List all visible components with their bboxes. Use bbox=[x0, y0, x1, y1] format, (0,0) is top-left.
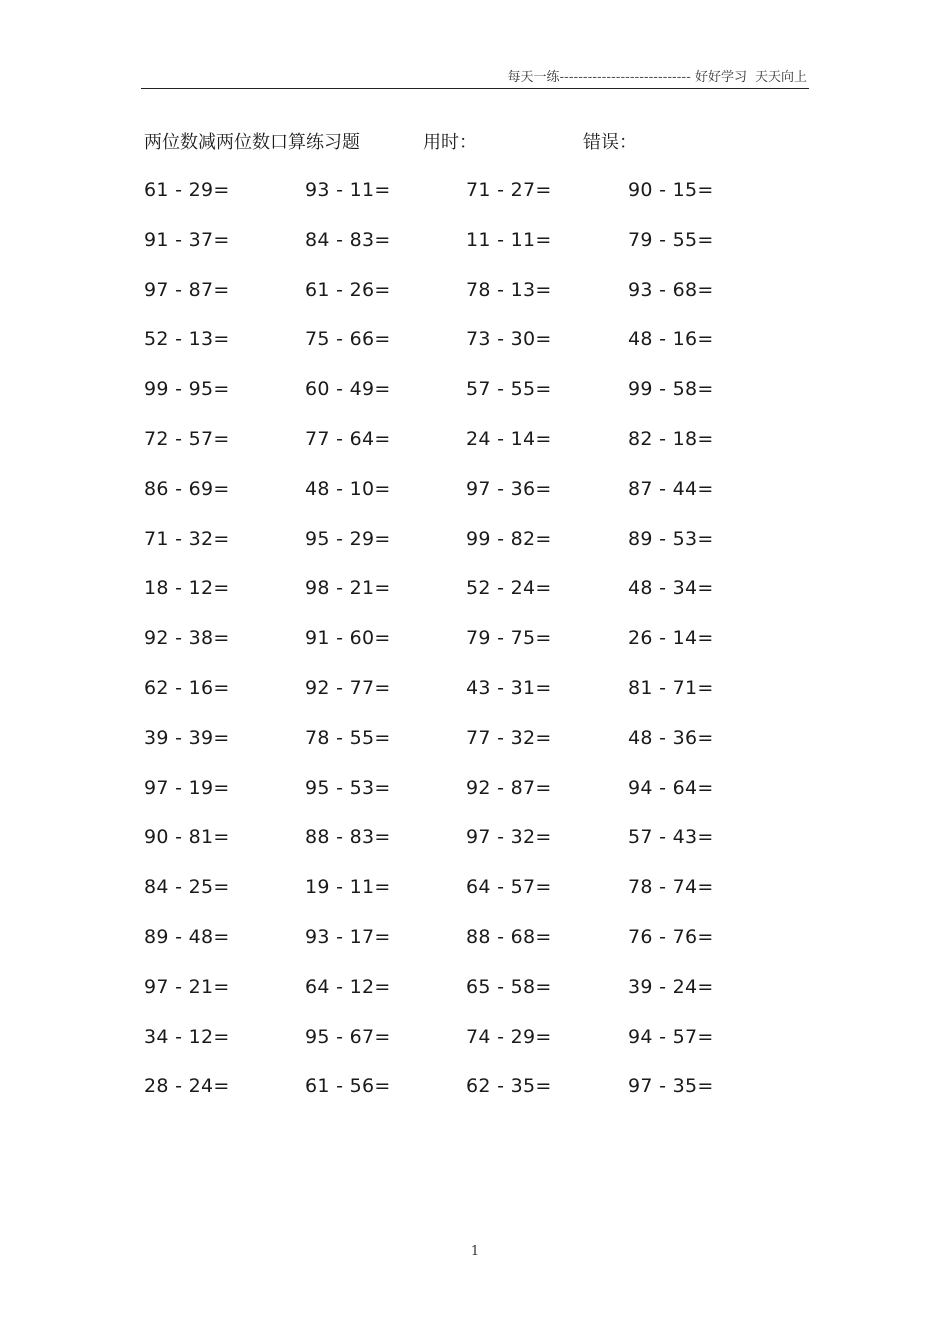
problem-item: 64 - 12= bbox=[305, 975, 391, 998]
problem-item: 84 - 25= bbox=[144, 876, 230, 899]
problem-row bbox=[144, 624, 804, 674]
header-right-text-2: 天天向上 bbox=[754, 70, 807, 85]
problem-item: 65 - 58= bbox=[466, 975, 552, 998]
header-left-text: 每天一练 bbox=[507, 70, 560, 85]
problem-item: 93 - 68= bbox=[628, 278, 714, 301]
problem-item: 97 - 87= bbox=[144, 278, 230, 301]
problem-item: 99 - 82= bbox=[466, 527, 552, 550]
problem-item: 90 - 81= bbox=[144, 826, 230, 849]
problem-item: 77 - 64= bbox=[305, 427, 391, 450]
problem-item: 90 - 15= bbox=[628, 179, 714, 201]
problem-item: 11 - 11= bbox=[466, 228, 552, 251]
problem-item: 71 - 32= bbox=[144, 527, 230, 550]
problem-item: 72 - 57= bbox=[144, 427, 230, 450]
problem-item: 89 - 48= bbox=[144, 925, 230, 948]
problem-row bbox=[144, 425, 804, 475]
problem-item: 19 - 11= bbox=[305, 876, 391, 899]
problem-item: 97 - 32= bbox=[466, 826, 552, 849]
problem-item: 61 - 29= bbox=[144, 179, 230, 201]
header-dashes: ---------------------------- bbox=[559, 70, 691, 85]
problem-item: 89 - 53= bbox=[628, 527, 714, 550]
problem-item: 75 - 66= bbox=[305, 328, 391, 351]
header-right-text-1: 好好学习 bbox=[694, 70, 747, 85]
problem-item: 61 - 26= bbox=[305, 278, 391, 301]
problem-item: 77 - 32= bbox=[466, 726, 552, 749]
problem-item: 79 - 75= bbox=[466, 627, 552, 650]
page-header bbox=[141, 62, 809, 89]
error-label: 错误： bbox=[583, 132, 637, 153]
problem-item: 57 - 43= bbox=[628, 826, 714, 849]
problem-row bbox=[144, 1072, 804, 1122]
problem-item: 95 - 29= bbox=[305, 527, 391, 550]
header-motto bbox=[507, 66, 807, 85]
problem-row bbox=[144, 823, 804, 873]
problem-grid bbox=[144, 176, 804, 1122]
problem-item: 97 - 36= bbox=[466, 477, 552, 500]
problem-item: 91 - 37= bbox=[144, 228, 230, 251]
problem-item: 52 - 24= bbox=[466, 577, 552, 600]
problem-item: 99 - 58= bbox=[628, 378, 714, 401]
problem-row bbox=[144, 774, 804, 824]
time-label: 用时： bbox=[423, 132, 477, 153]
problem-item: 94 - 64= bbox=[628, 776, 714, 799]
problem-item: 78 - 55= bbox=[305, 726, 391, 749]
problem-item: 62 - 16= bbox=[144, 676, 230, 699]
problem-item: 39 - 24= bbox=[628, 975, 714, 998]
problem-item: 87 - 44= bbox=[628, 477, 714, 500]
problem-item: 39 - 39= bbox=[144, 726, 230, 749]
problem-item: 64 - 57= bbox=[466, 876, 552, 899]
problem-item: 95 - 67= bbox=[305, 1025, 391, 1048]
problem-item: 18 - 12= bbox=[144, 577, 230, 600]
problem-item: 73 - 30= bbox=[466, 328, 552, 351]
problem-item: 98 - 21= bbox=[305, 577, 391, 600]
problem-item: 97 - 35= bbox=[628, 1075, 714, 1098]
problem-item: 95 - 53= bbox=[305, 776, 391, 799]
problem-item: 34 - 12= bbox=[144, 1025, 230, 1048]
problem-item: 86 - 69= bbox=[144, 477, 230, 500]
problem-item: 62 - 35= bbox=[466, 1075, 552, 1098]
problem-item: 60 - 49= bbox=[305, 378, 391, 401]
problem-item: 61 - 56= bbox=[305, 1075, 391, 1098]
problem-item: 76 - 76= bbox=[628, 925, 714, 948]
problem-item: 99 - 95= bbox=[144, 378, 230, 401]
problem-item: 97 - 19= bbox=[144, 776, 230, 799]
problem-item: 78 - 74= bbox=[628, 876, 714, 899]
problem-row bbox=[144, 574, 804, 624]
problem-item: 78 - 13= bbox=[466, 278, 552, 301]
problem-row bbox=[144, 674, 804, 724]
problem-row bbox=[144, 525, 804, 575]
problem-item: 71 - 27= bbox=[466, 179, 552, 201]
problem-item: 84 - 83= bbox=[305, 228, 391, 251]
problem-row bbox=[144, 375, 804, 425]
problem-item: 48 - 10= bbox=[305, 477, 391, 500]
problem-item: 82 - 18= bbox=[628, 427, 714, 450]
problem-item: 57 - 55= bbox=[466, 378, 552, 401]
problem-row bbox=[144, 176, 804, 226]
problem-item: 43 - 31= bbox=[466, 676, 552, 699]
problem-item: 48 - 34= bbox=[628, 577, 714, 600]
problem-item: 81 - 71= bbox=[628, 676, 714, 699]
problem-row bbox=[144, 325, 804, 375]
problem-item: 79 - 55= bbox=[628, 228, 714, 251]
problem-item: 93 - 11= bbox=[305, 179, 391, 201]
problem-item: 74 - 29= bbox=[466, 1025, 552, 1048]
problem-item: 26 - 14= bbox=[628, 627, 714, 650]
problem-item: 94 - 57= bbox=[628, 1025, 714, 1048]
problem-item: 93 - 17= bbox=[305, 925, 391, 948]
problem-row bbox=[144, 973, 804, 1023]
problem-item: 28 - 24= bbox=[144, 1075, 230, 1098]
problem-row bbox=[144, 475, 804, 525]
problem-item: 92 - 77= bbox=[305, 676, 391, 699]
problem-item: 88 - 83= bbox=[305, 826, 391, 849]
problem-item: 24 - 14= bbox=[466, 427, 552, 450]
problem-row bbox=[144, 873, 804, 923]
problem-item: 88 - 68= bbox=[466, 925, 552, 948]
problem-item: 97 - 21= bbox=[144, 975, 230, 998]
problem-item: 48 - 36= bbox=[628, 726, 714, 749]
problem-item: 91 - 60= bbox=[305, 627, 391, 650]
problem-item: 92 - 38= bbox=[144, 627, 230, 650]
problem-row bbox=[144, 724, 804, 774]
worksheet-title: 两位数减两位数口算练习题 bbox=[144, 132, 360, 153]
problem-row bbox=[144, 226, 804, 276]
title-row bbox=[0, 128, 950, 158]
problem-item: 92 - 87= bbox=[466, 776, 552, 799]
problem-row bbox=[144, 276, 804, 326]
problem-row bbox=[144, 923, 804, 973]
problem-item: 52 - 13= bbox=[144, 328, 230, 351]
page-number: 1 bbox=[470, 1244, 480, 1259]
problem-row bbox=[144, 1023, 804, 1073]
problem-item: 48 - 16= bbox=[628, 328, 714, 351]
